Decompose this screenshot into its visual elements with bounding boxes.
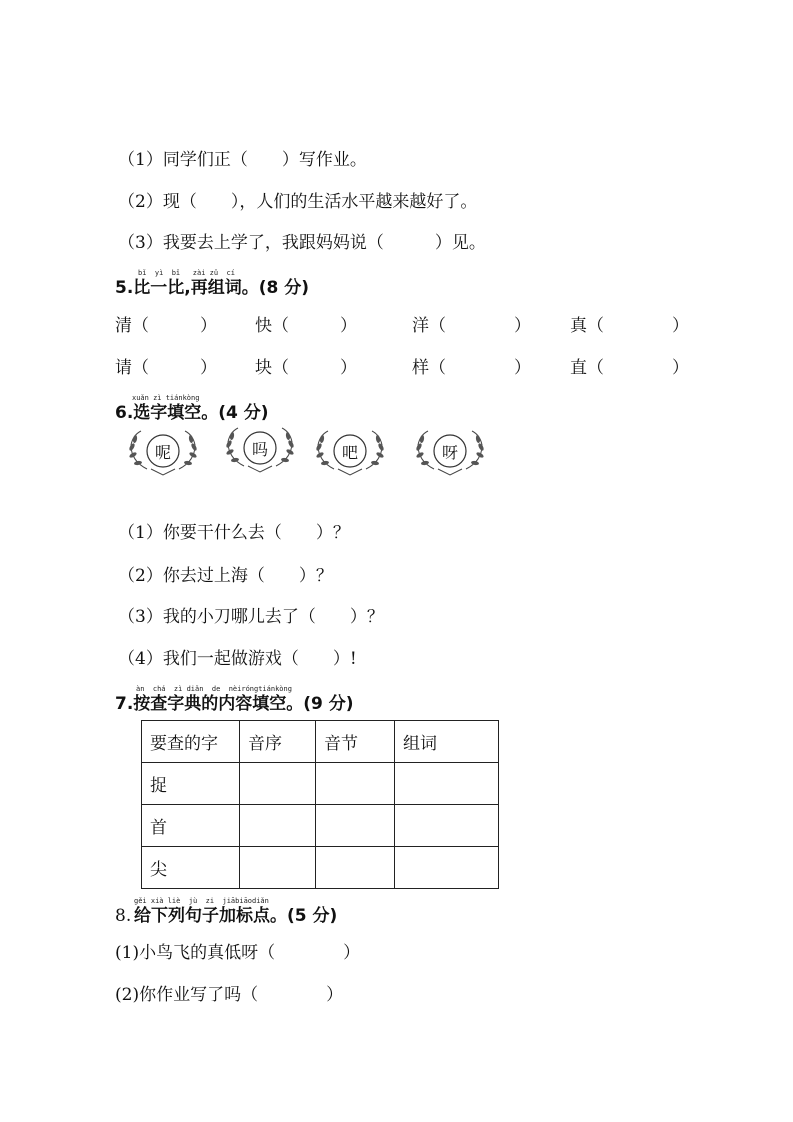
table-header-cell: 音节 xyxy=(316,721,395,763)
q5-pinyin: bǐ yì bǐ zài zǔ cí xyxy=(138,269,235,277)
q7-heading: 7.按查字典的内容填空。(9 分) xyxy=(115,694,354,714)
q4-item-3: （3）我要去上学了，我跟妈妈说（ ）见。 xyxy=(118,233,486,253)
q8-pinyin: gěi xià liè jù zi jiābiāodiǎn xyxy=(134,897,269,905)
q5-word-2: 快（ ） xyxy=(255,316,357,336)
q5-word-6: 块（ ） xyxy=(255,358,357,378)
q8-item-1: (1)小鸟飞的真低呀（ ） xyxy=(115,943,361,963)
q5-heading: 5.比一比,再组词。(8 分) xyxy=(115,278,310,298)
table-cell-blank[interactable] xyxy=(240,763,316,805)
wreath-char: 吗 xyxy=(251,440,268,459)
table-row xyxy=(142,763,499,805)
table-cell-blank[interactable] xyxy=(395,763,499,805)
table-cell-blank[interactable] xyxy=(316,763,395,805)
q5-word-3: 洋（ ） xyxy=(412,316,531,336)
q5-word-4: 真（ ） xyxy=(570,316,689,336)
q6-item-2: （2）你去过上海（ ）？ xyxy=(118,566,333,586)
table-header-row xyxy=(142,721,499,763)
q5-word-7: 样（ ） xyxy=(412,358,531,378)
table-cell-blank[interactable] xyxy=(240,847,316,889)
table-header-cell: 要查的字 xyxy=(142,721,240,763)
wreath-badge xyxy=(312,425,388,481)
table-header-cell: 音序 xyxy=(240,721,316,763)
q4-item-1: （1）同学们正（ ）写作业。 xyxy=(118,150,367,170)
table-cell-char: 尖 xyxy=(142,847,240,889)
q5-word-1: 清（ ） xyxy=(115,316,217,336)
q8-item-2: (2)你作业写了吗（ ） xyxy=(115,985,344,1005)
table-header-cell: 组词 xyxy=(395,721,499,763)
wreath-badge xyxy=(222,422,298,478)
table-row xyxy=(142,847,499,889)
wreath-char: 呢 xyxy=(154,443,171,462)
table-cell-blank[interactable] xyxy=(395,805,499,847)
table-cell-blank[interactable] xyxy=(395,847,499,889)
q4-item-2: （2）现（ ），人们的生活水平越来越好了。 xyxy=(118,192,478,212)
q5-word-8: 直（ ） xyxy=(570,358,689,378)
q5-word-5: 请（ ） xyxy=(115,358,217,378)
wreath-char: 吧 xyxy=(341,443,358,462)
table-cell-char: 首 xyxy=(142,805,240,847)
wreath-badge xyxy=(125,425,201,481)
q8-number: 8. xyxy=(115,906,132,926)
table-cell-blank[interactable] xyxy=(316,805,395,847)
table-cell-blank[interactable] xyxy=(316,847,395,889)
q7-pinyin: àn chá zì diǎn de nèiróngtiánkòng xyxy=(136,685,292,693)
q6-item-4: （4）我们一起做游戏（ ）! xyxy=(118,649,357,669)
table-row xyxy=(142,805,499,847)
table-cell-char: 捉 xyxy=(142,763,240,805)
dictionary-table xyxy=(141,720,499,889)
q6-item-3: （3）我的小刀哪儿去了（ ）？ xyxy=(118,607,384,627)
table-cell-blank[interactable] xyxy=(240,805,316,847)
wreath-badge xyxy=(412,425,488,481)
q6-pinyin: xuǎn zì tiánkòng xyxy=(132,394,200,402)
q8-heading: 给下列句子加标点。(5 分) xyxy=(134,906,338,926)
q6-item-1: （1）你要干什么去（ ）？ xyxy=(118,523,350,543)
q6-heading: 6.选字填空。(4 分) xyxy=(115,403,269,423)
wreath-char: 呀 xyxy=(441,443,458,462)
